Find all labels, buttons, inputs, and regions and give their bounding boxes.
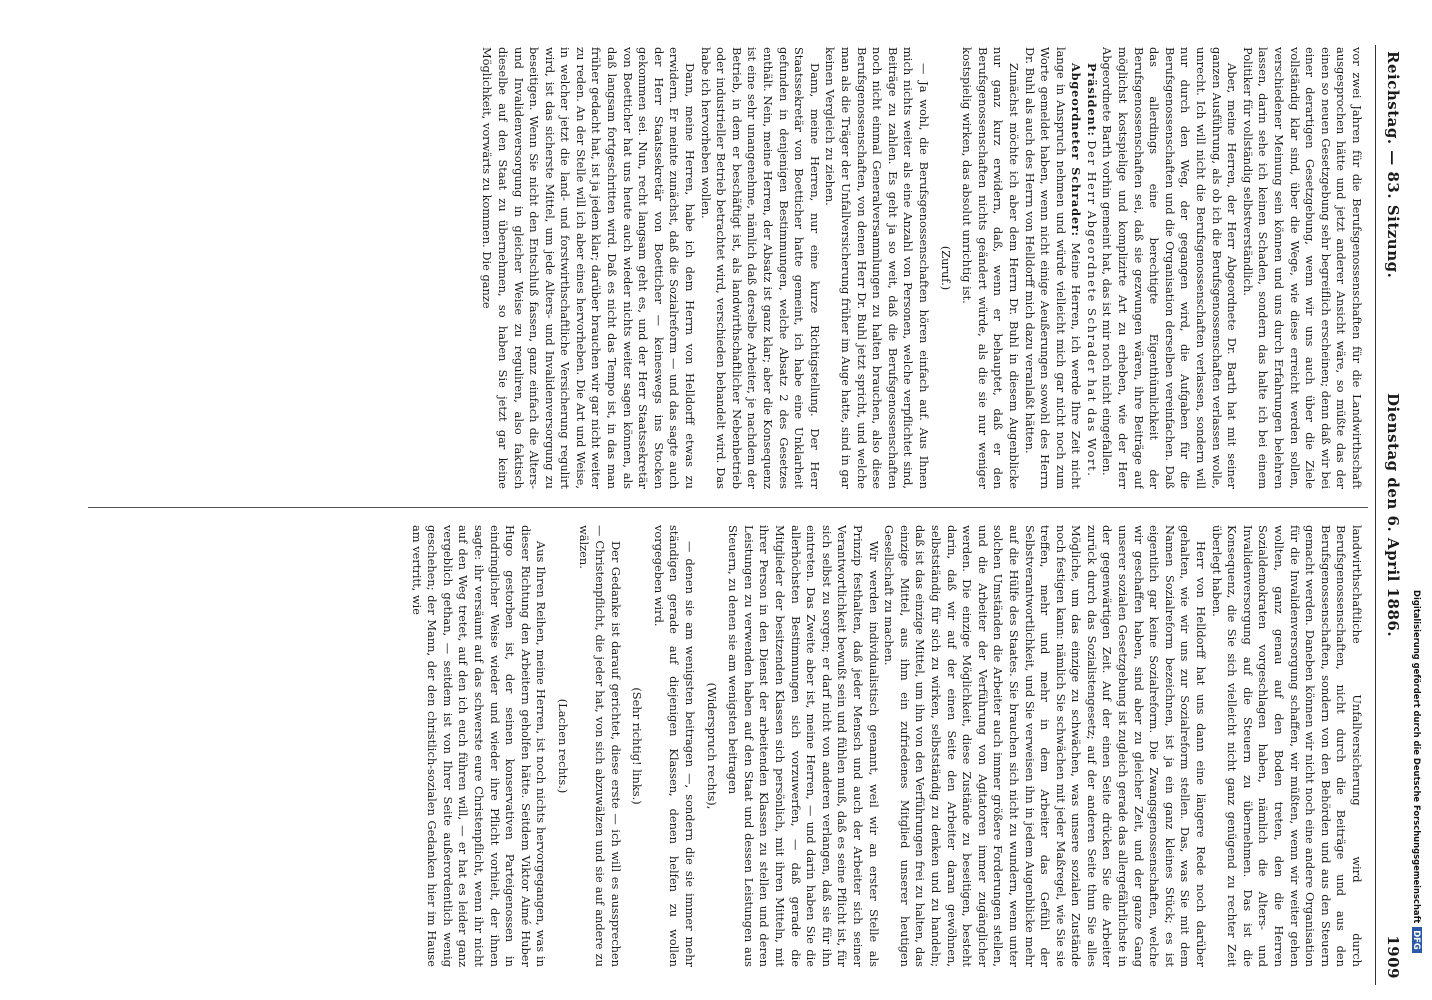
header-session: Reichstag. — 83. Sitzung. [1384,51,1402,279]
paragraph: Zunächst möchte ich aber dem Herrn Dr. Buhl in diesem Augenblicke nur ganz kurz erwidern, daß, wenn er behauptet, daß er den Berufsgenossenschaften nichts geändert würde, als die sie nur weniger kostspielig wirken, das absolut unrichtig ist. [960,47,1021,489]
interjection: (Widerspruch rechts), [704,682,719,810]
column-divider [88,507,1368,508]
dfg-logo: DFG [1412,927,1422,953]
paragraph: Aber, meine Herren, der Herr Abgeordnete Dr. Barth hat mit seiner ganzen Ausführung, als ob ich die Berufsgenossenschaften verlassen wolle, unrecht. Ich will nicht die Berufsgenossenschaften verlassen, sondern will nur durch den Weg, der gegangen wird, die Aufgaben für die Berufsgenossenschaften und die Organisation derselben vereinfachen. Daß das allerdings eine berechtigte Eigenthümlichkeit der Berufsgenossenschaften sei, daß sie gezwungen wären, ihre Beiträge auf möglichst kostspielige und komplizirte Art zu erheben, wie der Herr Abgeordnete Barth vorhin gemeint hat, das ist mir noch nicht eingefallen. [1100,47,1240,489]
speaker-text: Meine Herren, ich werde Ihre Zeit nicht lange in Anspruch nehmen und würde vielleicht mich gar nicht noch zum Worte gemeldet haben, wenn nicht einige Aeußerungen sowohl des Herrn Dr. Buhl als auch des Herrn von Helldorff mich dazu veranlaßt hätten. [1022,47,1084,489]
left-column [74,47,1364,489]
paragraph: landwirthschaftliche Unfallversicherung wird durch Berufsgenossenschaften, nicht durch die Beiträge und aus den Berufsgenossenschaften, sondern von den Behörden und aus den Steuern gemacht werden. Daneben können wir nicht noch eine andere Organisation für die Invalidenversorgung schaffen, wir müßten, wenn wir weiter gehen wollten, ganz genau auf den Boden treten, den die Herren Sozialdemokraten vorgeschlagen haben, nämlich die Alters- und Invalidenversorgung auf die Steuern zu übernehmen. Das ist die Konsequenz, die Sie sich vielleicht nicht ganz genügend zu rechter Zeit überlegt haben. [1209,525,1364,967]
speaker-label: Abgeordneter Schrader: [1069,63,1084,237]
header-date: Dienstag den 6. April 1886. [1384,392,1402,638]
paragraph: Wir werden individualistisch genannt, weil wir an erster Stelle als Prinzip festhalten, daß jeder Mensch und auch der Arbeiter sich seiner Verantwortlichkeit bewußt sein und fühlen muß, daß es seine Pflicht ist, für sich selbst zu sorgen; er darf nicht von anderen verlangen, daß sie für ihn eintreten. Das Zweite aber ist, meine Herren, — und darin haben Sie die allerhöchsten Bestimmungen sich vorzuwerfen, — daß gerade die Mitglieder der besitzenden Klassen sich persönlich, mit ihren Mitteln, mit ihrer Person in den Dienst der arbeitenden Klassen zu stellen und deren Leistungen zu verwenden haben auf den Staat und dessen Leistungen aus Steuern, zu denen sie am wenigsten beitragen [726,525,881,967]
paragraph: — denen sie am wenigsten beitragen —, sondern die sie immer mehr ständigen gerade auf diejenigen Klassen, denen helfen zu wollen vorgegeben wird. [651,525,698,967]
paragraph: vor zwei Jahren für die Berufsgenossenschaften für die Landwirthschaft ausgesprochen hätte und jetzt anderer Ansicht wäre, so müßte das der einen so neuen Gesetzgebung sehr begreiflich erscheinen; denn daß wir bei einer derartigen Gesetzgebung, wenn wir uns auch über die Ziele vollständig klar sind, über die Wege, wie diese erreicht werden sollen, verschiedener Meinung sein können und uns durch Erfahrungen belehren lassen, darin sehe ich keinen Schaden, sondern das halte ich bei einem Politiker für vollständig selbstverständlich. [1240,47,1364,489]
paragraph: Dann, meine Herren, nur eine kurze Richtigstellung. Der Herr Staatssekretär von Boetticher hatte gemeint, ich habe eine Unklarheit gefunden in denjenigen Bestimmungen, welche Absatz 2 des Gesetzes enthält. Nein, meine Herren, der Absatz ist ganz klar; aber die Konsequenz ist eine sehr unangenehme, nämlich daß derselbe Arbeiter, je nachdem der Betrieb, in dem er beschäftigt ist, als landwirthschaftlicher Nebenbetrieb oder industrieller Betrieb betrachtet wird, verschieden behandelt wird. Das habe ich hervorheben wollen. [698,47,822,489]
rotated-page [66,45,1416,985]
credit-text: Digitalisierung gefördert durch die Deutsche Forschungsgemeinschaft [1412,590,1422,924]
digitization-credit [1412,590,1422,953]
paragraph: Der Gedanke ist darauf gerichtet, diese erste — ich will es aussprechen — Christenpflicht, die jeder hat, von sich abzuwälzen und sie auf andere zu wälzen. [577,525,623,967]
page-number: 1909 [1384,935,1402,979]
page-header [1375,45,1416,985]
paragraph: — Ja wohl, die Berufsgenossenschaften hören einfach auf. Aus Ihnen mich nichts weiter als eine Anzahl von Personen, welche verpflichtet sind, Beiträge zu zahlen. Es geht ja so weit, daß die Berufsgenossenschaften noch nicht einmal Generalversammlungen zu halten brauchen, also diese Berufsgenossenschaften, von denen Herr Dr. Buhl jetzt spricht, und welche man als die Träger der Unfallversicherung früher im Auge hatte, sind in gar keinen Vergleich zu ziehen. [823,47,931,489]
paragraph: Aus Ihren Reihen, meine Herren, ist noch nichts hervorgegangen, was in dieser Richtung den Arbeitern geholfen hätte. Seitdem Viktor Aimé Huber Hugo gestorben ist, der seinen konservativen Parteigenossen in eindringlicher Weise wieder und wieder ihre Pflicht vorhielt, der ihnen sagte: ihr versäumt auf das schwerste eure Christenpflicht, wenn ihr nicht auf den Weg tretet, auf den ich euch führen will, — er hat es leider ganz vergeblich gethan, — seitdem ist von Ihrer Seite außerordentlich wenig geschehen; der Mann, der den christlich-sozialen Gedanken hier im Hause am vertritt, wie [409,525,549,967]
speaker-label: Präsident: [1084,63,1099,137]
interjection: (Zuruf.) [938,245,953,291]
interjection: (Lachen rechts.) [555,698,570,794]
speaker-text: Der Herr Abgeordnete Schrader hat das Wort. [1084,140,1099,478]
interjection: (Sehr richtig! links.) [630,687,645,805]
paragraph: Herr von Helldorff hat uns dann eine längere Rede noch darüber gehalten, wie wir uns zur Sozialreform stellen. Das, was Sie mit dem Namen Sozialreform bezeichnen, ist ja ein ganz kleines Stück; es ist eigentlich gar keine Sozialreform. Die Zwangsgenossenschaften, welche wir geschaffen haben, sind aber zu gleicher Zeit, und der ganze Gang unserer sozialen Gesetzgebung ist zugleich gerade das allergefährlichste in der gegenwärtigen Zeit. Auf der einen Seite drücken Sie die Arbeiter zurück durch das Sozialistengesetz; auf der anderen Seite thun Sie alles Mögliche, um das einzige zu schwächen, was unsere sozialen Zustände noch festigen kann: nämlich Sie schwächen mit jeder Maßregel, wie Sie sie treffen, mehr und mehr in dem Arbeiter das Gefühl der Selbstverantwortlichkeit, und Sie verweisen ihn in jedem Augenblicke mehr auf die Hülfe des Staates. Sie brauchen sich nicht zu wundern, wenn unter solchen Umständen die Arbeiter auch immer größere Forderungen stellen, und die Arbeiter der Verführung von Agitatoren immer zugänglicher werden. Die einzige Möglichkeit, diese Zustände zu beseitigen, besteht darin, daß wir auf der einen Seite den Arbeiter daran gewöhnen, selbstständig für sich zu wirken, selbstständig zu denken und zu handeln; daß ist das einzige Mittel, um ihn von den Verführungen frei zu halten, das einzige Mittel, aus ihm ein zufriedenes Mitglied unserer heutigen Gesellschaft zu machen. [882,525,1209,967]
right-column [74,525,1364,967]
paragraph: Dann, meine Herren, habe ich dem Herrn von Helldorff etwas zu erwidern. Er meinte zunächst, daß die Sozialreform — und das sagte auch der Herr Staatssekretär von Boetticher — keineswegs ins Stocken gekommen sei. Nun, recht langsam geht es, und der Herr Staatssekretär von Boetticher hat uns heute auch wieder nichts weiter sagen können, als daß langsam fortgeschritten wird. Daß es nicht das Tempo ist, in das man früher gedacht hat, ist ja jedem klar; darüber brauchen wir gar nicht weiter zu reden. An der Stelle will ich aber eines hervorheben. Die Art und Weise, in welcher jetzt die land- und forstwirthschaftliche Versicherung regulirt wird, ist das sicherste Mittel, um jede Alters- und Invalidenversorgung zu beseitigen. Wenn Sie nicht den Entschluß fassen, ganz einfach die Alters- und Invalidenversorgung in gleicher Weise zu reguliren, also faktisch dieselbe auf den Staat zu übernehmen, so haben Sie jetzt gar keine Möglichkeit, vorwärts zu kommen. Die ganze [480,47,698,489]
